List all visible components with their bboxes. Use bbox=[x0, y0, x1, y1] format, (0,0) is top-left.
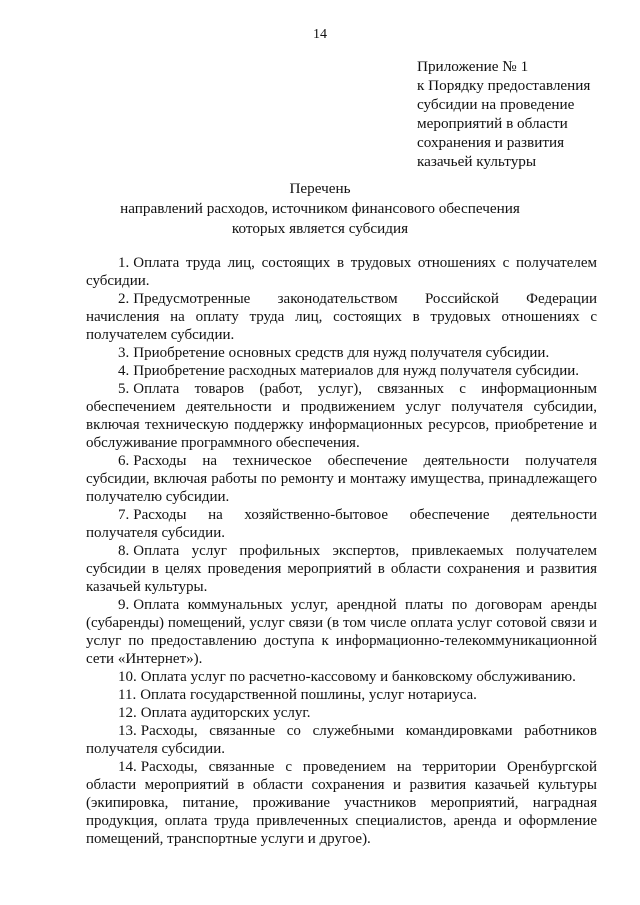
item-number: 13. bbox=[118, 723, 137, 739]
list-item bbox=[86, 722, 597, 758]
list-item bbox=[86, 686, 597, 704]
item-number: 12. bbox=[118, 705, 137, 721]
appendix-line: мероприятий в области bbox=[417, 115, 568, 132]
item-number: 3. bbox=[118, 345, 130, 361]
list-item bbox=[86, 290, 597, 344]
item-text: Расходы на хозяйственно-бытовое обеспечение деятельности получателя субсидии. bbox=[86, 507, 597, 541]
list-item bbox=[86, 596, 597, 668]
item-text: Приобретение основных средств для нужд получателя субсидии. bbox=[133, 345, 550, 361]
item-text: Расходы на техническое обеспечение деятельности получателя субсидии, включая работы по ремонту и монтажу имущества, принадлежащего получателю субсидии. bbox=[86, 453, 597, 505]
page-number: 14 bbox=[313, 27, 327, 42]
list-item bbox=[86, 254, 597, 290]
item-number: 5. bbox=[118, 381, 130, 397]
appendix-line: казачьей культуры bbox=[417, 153, 537, 170]
item-text: Оплата услуг по расчетно-кассовому и банковскому обслуживанию. bbox=[140, 669, 576, 685]
item-text: Расходы, связанные со служебными командировками работников получателя субсидии. bbox=[86, 723, 597, 757]
list-item bbox=[86, 758, 597, 848]
item-number: 4. bbox=[118, 363, 130, 379]
item-number: 10. bbox=[118, 669, 137, 685]
item-number: 9. bbox=[118, 597, 130, 613]
list-item bbox=[86, 704, 597, 722]
item-text: Предусмотренные законодательством Российской Федерации начисления на оплату труда лиц, состоящих в трудовых отношениях с получателем субсидии. bbox=[86, 291, 597, 343]
list-item bbox=[86, 362, 597, 380]
list-item bbox=[86, 452, 597, 506]
item-number: 8. bbox=[118, 543, 130, 559]
list-item bbox=[86, 542, 597, 596]
item-number: 7. bbox=[118, 507, 130, 523]
appendix-line: сохранения и развития bbox=[417, 134, 565, 151]
item-text: Расходы, связанные с проведением на территории Оренбургской области мероприятий в области сохранения и развития казачьей культуры (экипировка, питание, проживание участников мероприятий, наградная продукция, оплата труда привлеченных специалистов, аренда и оформление помещений, транспортные услуги и другое). bbox=[86, 759, 597, 847]
appendix-line: субсидии на проведение bbox=[417, 96, 575, 113]
list-item bbox=[86, 380, 597, 452]
list-item bbox=[86, 344, 597, 362]
item-text: Оплата услуг профильных экспертов, привлекаемых получателем субсидии в целях проведения мероприятий в области сохранения и развития казачьей культуры. bbox=[86, 543, 597, 595]
document-title bbox=[0, 179, 640, 239]
item-text: Оплата аудиторских услуг. bbox=[140, 705, 311, 721]
item-text: Оплата товаров (работ, услуг), связанных с информационным обеспечением деятельности и продвижением услуг получателя субсидии, включая техническую поддержку информационных ресурсов, приобретение и обслуживание программного обеспечения. bbox=[86, 381, 597, 451]
item-text: Оплата труда лиц, состоящих в трудовых отношениях с получателем субсидии. bbox=[86, 255, 597, 289]
title-line: Перечень bbox=[289, 180, 351, 197]
title-line: которых является субсидия bbox=[231, 220, 409, 237]
list-item bbox=[86, 668, 597, 686]
appendix-line: Приложение № 1 bbox=[417, 58, 529, 75]
item-number: 14. bbox=[118, 759, 137, 775]
item-number: 11. bbox=[118, 687, 137, 703]
expense-list bbox=[86, 254, 597, 848]
appendix-line: к Порядку предоставления bbox=[417, 77, 591, 94]
list-item bbox=[86, 506, 597, 542]
appendix-header bbox=[417, 57, 627, 171]
item-number: 1. bbox=[118, 255, 130, 271]
item-number: 2. bbox=[118, 291, 130, 307]
item-number: 6. bbox=[118, 453, 130, 469]
item-text: Приобретение расходных материалов для нужд получателя субсидии. bbox=[133, 363, 580, 379]
item-text: Оплата государственной пошлины, услуг нотариуса. bbox=[140, 687, 477, 703]
title-line: направлений расходов, источником финансового обеспечения bbox=[120, 200, 520, 217]
item-text: Оплата коммунальных услуг, арендной платы по договорам аренды (субаренды) помещений, услуг связи (в том числе оплата услуг сотовой связи и услуг по предоставлению доступа к информационно-телекоммуникационной сети «Интернет»). bbox=[86, 597, 597, 667]
